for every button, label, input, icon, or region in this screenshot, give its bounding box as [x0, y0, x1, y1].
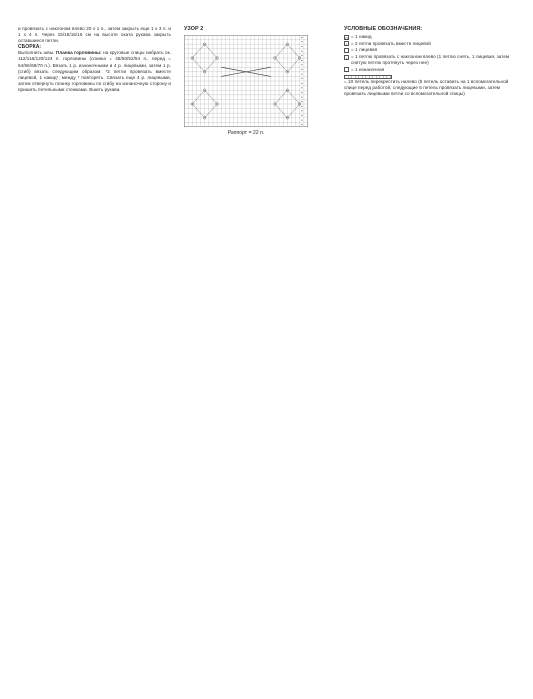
legend-text: = 1 петлю провязать с наклоном влево (1 петлю снять, 1 лицевая, затем снятую петлю протянуть через нее)	[351, 54, 510, 66]
ssk-icon: \	[345, 55, 348, 61]
paragraph-intro: и провязать с наклоном влево 20 х 1 п., затем закрыть еще 1 х 3 п. и 1 х 4 п. Через 15/15/16/16 см на высоте оката рукава закрыть оставшиеся петли.	[18, 26, 171, 44]
text-column-left	[18, 26, 171, 93]
chart-grid	[184, 35, 308, 127]
legend-text: = 2 петли провязать вместе лицевой	[351, 40, 431, 46]
legend-text: = 10 петель перекрестить налево (5 петель оставить на 1 вспомогательной спице перед работой, следующие 5 петель провязать лицевыми, затем провязать лицевыми петли со вспомогательной спицы)	[344, 78, 509, 96]
legend-item-yarn-over	[344, 34, 520, 40]
legend-text: = 1 изнаночная	[351, 66, 385, 72]
assembly-bold-term: Планка горловины:	[55, 50, 102, 56]
assembly-text-2: на круговые спицы набрать ок. 112/116/120/124 п. горловины (спинка = 48/50/52/54 п., перед = 64/66/68/70 п.). Вязать 1 р. изнаночными и 4 р. лицевыми, затем 1 р. (сгиб) вязать следующим образом: *2 петли провязать вместе лицевой, 1 накид*, между * повторять. Связать еще 4 р. лицевыми, затем отвернуть планку горловины по сгибу на изнаночную сторону и пришить петельными стежками. Вшить рукава.	[18, 50, 172, 92]
legend-heading: УСЛОВНЫЕ ОБОЗНАЧЕНИЯ:	[344, 26, 423, 32]
legend-item-ssk	[344, 54, 520, 66]
paragraph-assembly	[18, 50, 171, 93]
legend-item-k2tog	[344, 41, 520, 47]
legend-item-purl	[344, 67, 520, 73]
section-heading-assembly: СБОРКА:	[18, 44, 42, 51]
legend-item-knit	[344, 47, 520, 53]
legend-text: = 1 накид	[351, 34, 372, 40]
pattern-title: УЗОР 2	[184, 26, 204, 32]
legend-item-cable	[344, 74, 520, 97]
k2tog-icon: /	[345, 42, 348, 48]
legend-column	[344, 26, 520, 98]
legend-text: = 1 лицевая	[351, 47, 378, 53]
knitting-chart	[184, 35, 308, 127]
knit-icon	[344, 48, 349, 53]
purl-icon: –	[345, 68, 348, 74]
rapport-label: Раппорт = 22 п.	[227, 130, 265, 136]
yarn-over-icon: O	[345, 35, 349, 41]
cable-cross-icon	[344, 75, 392, 79]
assembly-text-1: Выполнить швы.	[18, 50, 55, 56]
